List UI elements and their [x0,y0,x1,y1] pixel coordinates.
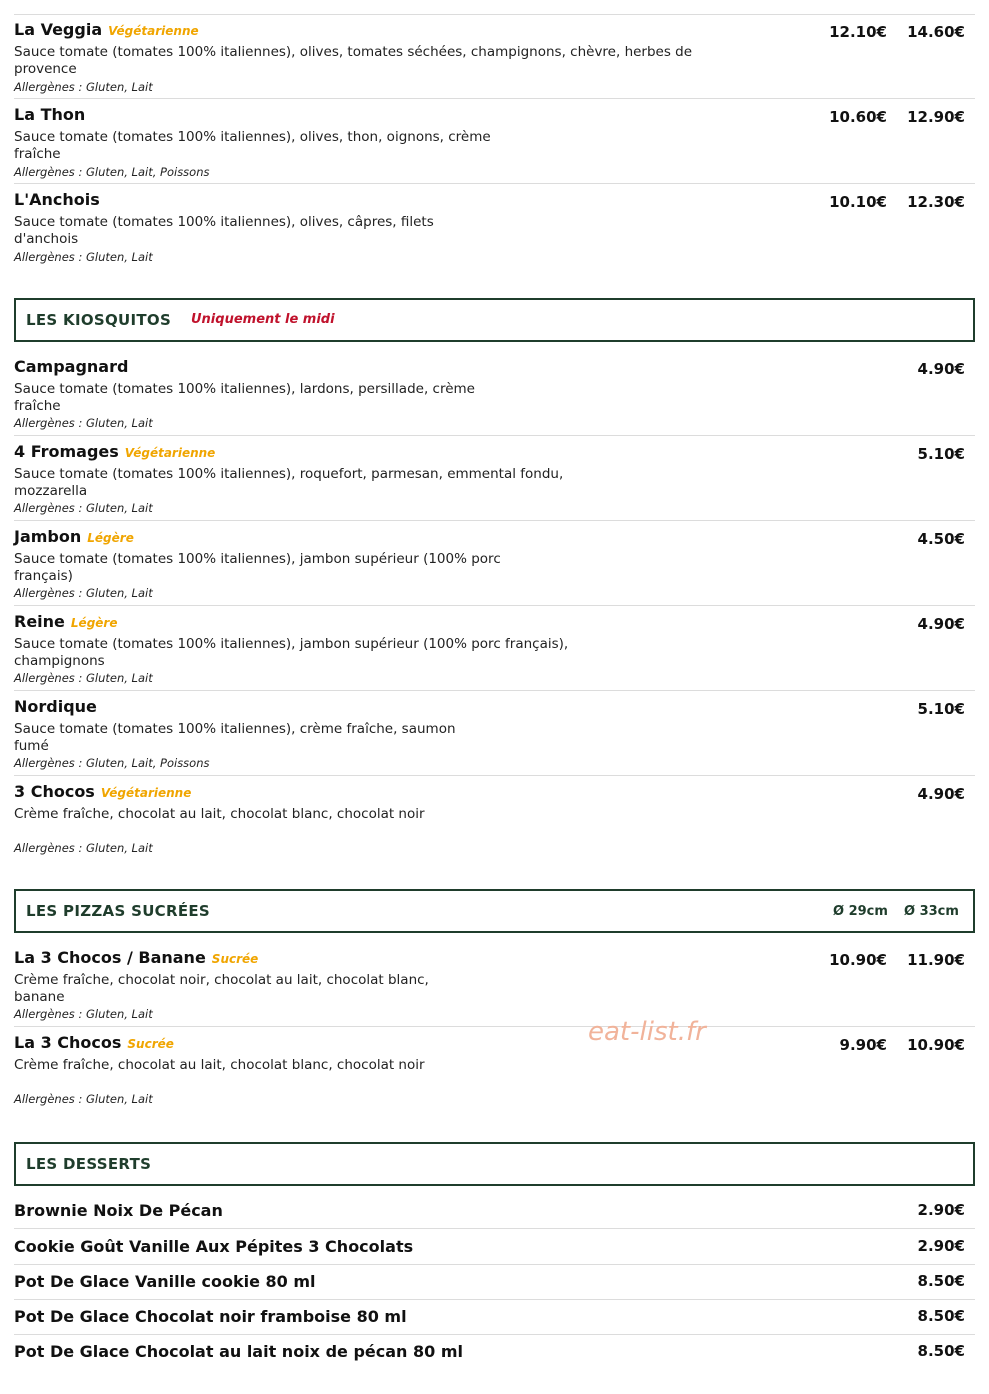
price-29cm: 9.90€ [839,1036,887,1054]
item-tag: Végétarienne [100,786,192,800]
price-29cm: 10.90€ [829,951,887,969]
item-tag: Légère [87,531,134,545]
item-allergens: Allergènes : Gluten, Lait [14,671,153,685]
dessert-price: 2.90€ [917,1201,965,1219]
dessert-item [14,1193,975,1229]
section-title: LES DESSERTS [26,1155,152,1173]
dessert-name: Brownie Noix De Pécan [14,1201,223,1220]
size-33cm-label: Ø 33cm [904,904,959,919]
item-name: La 3 Chocos [14,1033,122,1052]
price: 5.10€ [917,445,965,463]
item-name: L'Anchois [14,190,100,209]
item-description: Sauce tomate (tomates 100% italiennes), lardons, persillade, crème fraîche [14,381,475,414]
menu-item [14,697,975,776]
dessert-item [14,1334,975,1369]
dessert-price: 8.50€ [917,1307,965,1325]
item-name: La 3 Chocos / Banane [14,948,206,967]
item-description: Sauce tomate (tomates 100% italiennes), roquefort, parmesan, emmental fondu, mozzarella [14,466,564,499]
dessert-name: Cookie Goût Vanille Aux Pépites 3 Chocolats [14,1237,414,1256]
size-29cm-label: Ø 29cm [833,904,888,919]
section-title: LES KIOSQUITOS [26,311,172,329]
item-description: Sauce tomate (tomates 100% italiennes), jambon supérieur (100% porc français) [14,551,501,584]
menu-item [14,442,975,521]
menu-item [14,357,975,436]
section-title: LES PIZZAS SUCRÉES [26,902,211,920]
menu-item [14,190,975,268]
item-tag: Sucrée [211,952,259,966]
dessert-price: 8.50€ [917,1272,965,1290]
item-tag: Végétarienne [108,24,199,38]
item-allergens: Allergènes : Gluten, Lait, Poissons [14,756,210,770]
menu-item [14,1033,975,1111]
section-header-desserts [14,1142,975,1186]
divider [14,14,975,15]
item-name: Campagnard [14,357,129,376]
item-name: La Thon [14,105,86,124]
menu-item [14,782,975,860]
menu-item [14,527,975,606]
dessert-item [14,1299,975,1335]
price: 5.10€ [917,700,965,718]
item-allergens: Allergènes : Gluten, Lait [14,1092,153,1106]
item-name: Jambon [14,527,82,546]
dessert-name: Pot De Glace Chocolat au lait noix de pécan 80 ml [14,1342,463,1361]
item-description: Sauce tomate (tomates 100% italiennes), olives, câpres, filets d'anchois [14,214,434,247]
item-description: Crème fraîche, chocolat au lait, chocolat blanc, chocolat noir [14,806,425,822]
price-29cm: 10.60€ [829,108,887,126]
item-description: Crème fraîche, chocolat au lait, chocolat blanc, chocolat noir [14,1057,425,1073]
item-allergens: Allergènes : Gluten, Lait [14,250,153,264]
item-tag: Sucrée [127,1037,174,1051]
item-description: Sauce tomate (tomates 100% italiennes), olives, tomates séchées, champignons, chèvre, herbes de provence [14,44,693,77]
price-33cm: 11.90€ [907,951,965,969]
item-tag: Végétarienne [124,446,216,460]
item-description: Crème fraîche, chocolat noir, chocolat au lait, chocolat blanc, banane [14,972,429,1005]
menu-item [14,20,975,99]
item-name: Reine [14,612,65,631]
price-33cm: 12.30€ [907,193,965,211]
section-subtitle: Uniquement le midi [191,312,335,327]
dessert-price: 8.50€ [917,1342,965,1360]
item-description: Sauce tomate (tomates 100% italiennes), jambon supérieur (100% porc français), champignons [14,636,569,669]
item-description: Sauce tomate (tomates 100% italiennes), olives, thon, oignons, crème fraîche [14,129,491,162]
dessert-name: Pot De Glace Chocolat noir framboise 80 ml [14,1307,407,1326]
item-description: Sauce tomate (tomates 100% italiennes), crème fraîche, saumon fumé [14,721,456,754]
price: 4.90€ [917,785,965,803]
price-33cm: 10.90€ [907,1036,965,1054]
section-header-pizzas-sucrees [14,889,975,933]
price: 4.50€ [917,530,965,548]
item-allergens: Allergènes : Gluten, Lait [14,501,153,515]
menu-item [14,948,975,1027]
item-name: 3 Chocos [14,782,95,801]
section-header-kiosquitos [14,298,975,342]
menu-item [14,612,975,691]
item-name: Nordique [14,697,97,716]
item-tag: Légère [70,616,118,630]
dessert-item [14,1264,975,1300]
item-allergens: Allergènes : Gluten, Lait [14,1007,153,1021]
watermark: eat-list.fr [588,1017,706,1047]
dessert-name: Pot De Glace Vanille cookie 80 ml [14,1272,316,1291]
price-29cm: 10.10€ [829,193,887,211]
item-allergens: Allergènes : Gluten, Lait [14,416,153,430]
dessert-item [14,1229,975,1265]
price: 4.90€ [917,360,965,378]
dessert-price: 2.90€ [917,1237,965,1255]
item-name: La Veggia [14,20,103,39]
item-allergens: Allergènes : Gluten, Lait [14,586,153,600]
price-33cm: 12.90€ [907,108,965,126]
price-33cm: 14.60€ [907,23,965,41]
item-allergens: Allergènes : Gluten, Lait [14,80,153,94]
item-allergens: Allergènes : Gluten, Lait [14,841,153,855]
price: 4.90€ [917,615,965,633]
menu-item [14,105,975,184]
item-allergens: Allergènes : Gluten, Lait, Poissons [14,165,210,179]
price-29cm: 12.10€ [829,23,887,41]
item-name: 4 Fromages [14,442,119,461]
